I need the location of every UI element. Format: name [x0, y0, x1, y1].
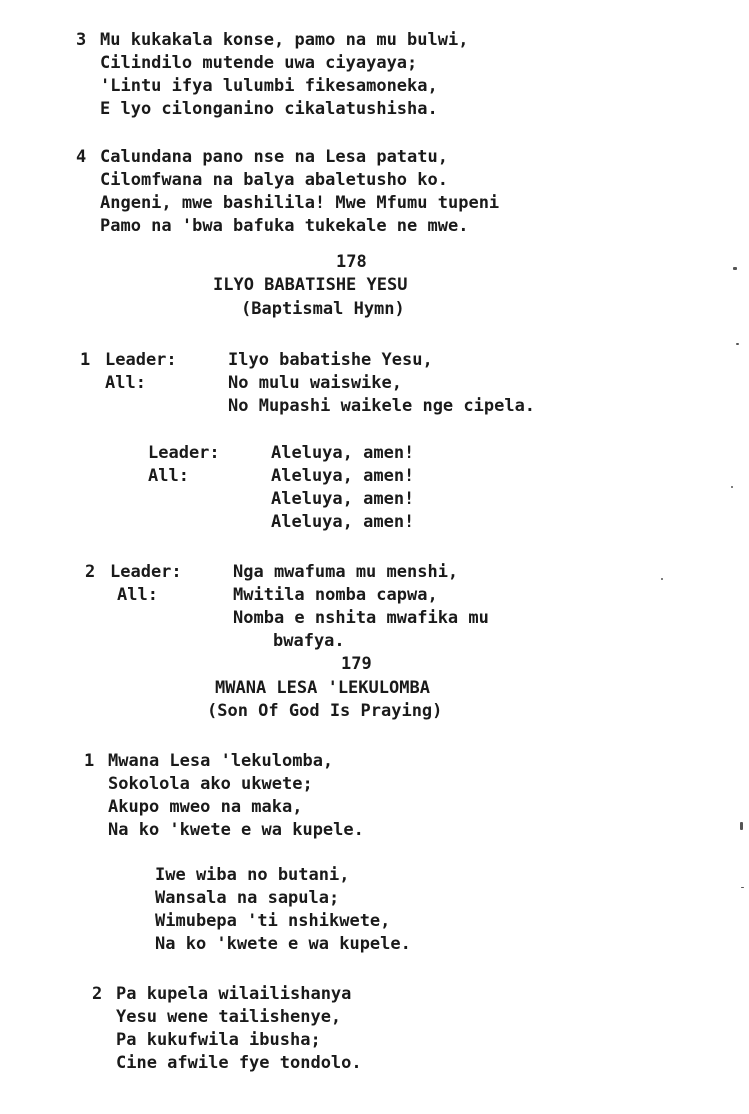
stanza-3-line-4: E lyo cilonganino cikalatushisha.	[100, 99, 438, 119]
hymn-178-verse-1-number: 1	[80, 350, 91, 370]
hymn-179-verse-2-line-4: Cine afwile fye tondolo.	[116, 1053, 362, 1073]
stanza-4-line-1: Calundana pano nse na Lesa patatu,	[100, 147, 448, 167]
stanza-4-number: 4	[76, 147, 87, 167]
hymn-178-verse-2-all-line-1: Mwitila nomba capwa,	[233, 585, 438, 605]
hymn-179-title: MWANA LESA 'LEKULOMBA	[215, 678, 430, 698]
hymn-179-verse-1-number: 1	[84, 751, 95, 771]
hymn-178-refrain-all-line-2: Aleluya, amen!	[271, 489, 415, 509]
hymn-178-subtitle: (Baptismal Hymn)	[241, 299, 405, 319]
stanza-3-number: 3	[76, 30, 87, 50]
hymn-179-subtitle: (Son Of God Is Praying)	[207, 701, 443, 721]
stanza-3-line-2: Cilindilo mutende uwa ciyayaya;	[100, 53, 418, 73]
stanza-4-line-4: Pamo na 'bwa bafuka tukekale ne mwe.	[100, 216, 469, 236]
hymn-178-verse-1-leader-line: Ilyo babatishe Yesu,	[228, 350, 433, 370]
hymn-178-refrain-all-line-3: Aleluya, amen!	[271, 512, 415, 532]
hymn-179-verse-1-line-1: Mwana Lesa 'lekulomba,	[108, 751, 334, 771]
hymn-178-refrain-all-label: All:	[148, 466, 189, 486]
scan-speck	[740, 822, 743, 830]
hymn-178-verse-1-all-line-1: No mulu waiswike,	[228, 373, 402, 393]
hymn-178-refrain-leader-line: Aleluya, amen!	[271, 443, 415, 463]
stanza-3-line-3: 'Lintu ifya lulumbi fikesamoneka,	[100, 76, 438, 96]
hymn-179-verse-2-line-1: Pa kupela wilailishanya	[116, 984, 352, 1004]
scan-speck	[736, 343, 739, 345]
hymn-179-number: 179	[341, 654, 372, 674]
hymn-178-verse-2-all-label: All:	[117, 585, 158, 605]
hymn-179-verse-1-line-4: Na ko 'kwete e wa kupele.	[108, 820, 364, 840]
scan-speck	[731, 486, 733, 488]
hymn-178-number: 178	[336, 252, 367, 272]
hymn-178-refrain-leader-label: Leader:	[148, 443, 220, 463]
hymn-178-verse-2-all-line-3: bwafya.	[273, 631, 345, 651]
hymn-178-verse-1-all-label: All:	[105, 373, 146, 393]
hymn-179-verse-2-line-2: Yesu wene tailishenye,	[116, 1007, 342, 1027]
hymn-178-verse-1-all-line-2: No Mupashi waikele nge cipela.	[228, 396, 536, 416]
hymn-178-title: ILYO BABATISHE YESU	[213, 275, 408, 295]
hymn-179-refrain-line-3: Wimubepa 'ti nshikwete,	[155, 911, 391, 931]
hymn-179-verse-1-line-3: Akupo mweo na maka,	[108, 797, 303, 817]
hymn-179-verse-2-number: 2	[92, 984, 103, 1004]
hymn-179-refrain-line-4: Na ko 'kwete e wa kupele.	[155, 934, 411, 954]
hymn-178-refrain-all-line-1: Aleluya, amen!	[271, 466, 415, 486]
hymn-179-verse-2-line-3: Pa kukufwila ibusha;	[116, 1030, 321, 1050]
hymn-178-verse-1-leader-label: Leader:	[105, 350, 177, 370]
scan-speck	[741, 887, 744, 888]
hymn-179-refrain-line-1: Iwe wiba no butani,	[155, 865, 350, 885]
hymn-178-verse-2-all-line-2: Nomba e nshita mwafika mu	[233, 608, 489, 628]
scan-speck	[733, 267, 737, 270]
hymn-178-verse-2-leader-label: Leader:	[110, 562, 182, 582]
hymn-178-verse-2-number: 2	[85, 562, 96, 582]
stanza-4-line-3: Angeni, mwe bashilila! Mwe Mfumu tupeni	[100, 193, 500, 213]
hymn-179-refrain-line-2: Wansala na sapula;	[155, 888, 340, 908]
hymn-179-verse-1-line-2: Sokolola ako ukwete;	[108, 774, 313, 794]
stanza-4-line-2: Cilomfwana na balya abaletusho ko.	[100, 170, 448, 190]
scan-speck	[661, 578, 663, 580]
hymn-178-verse-2-leader-line: Nga mwafuma mu menshi,	[233, 562, 459, 582]
stanza-3-line-1: Mu kukakala konse, pamo na mu bulwi,	[100, 30, 469, 50]
